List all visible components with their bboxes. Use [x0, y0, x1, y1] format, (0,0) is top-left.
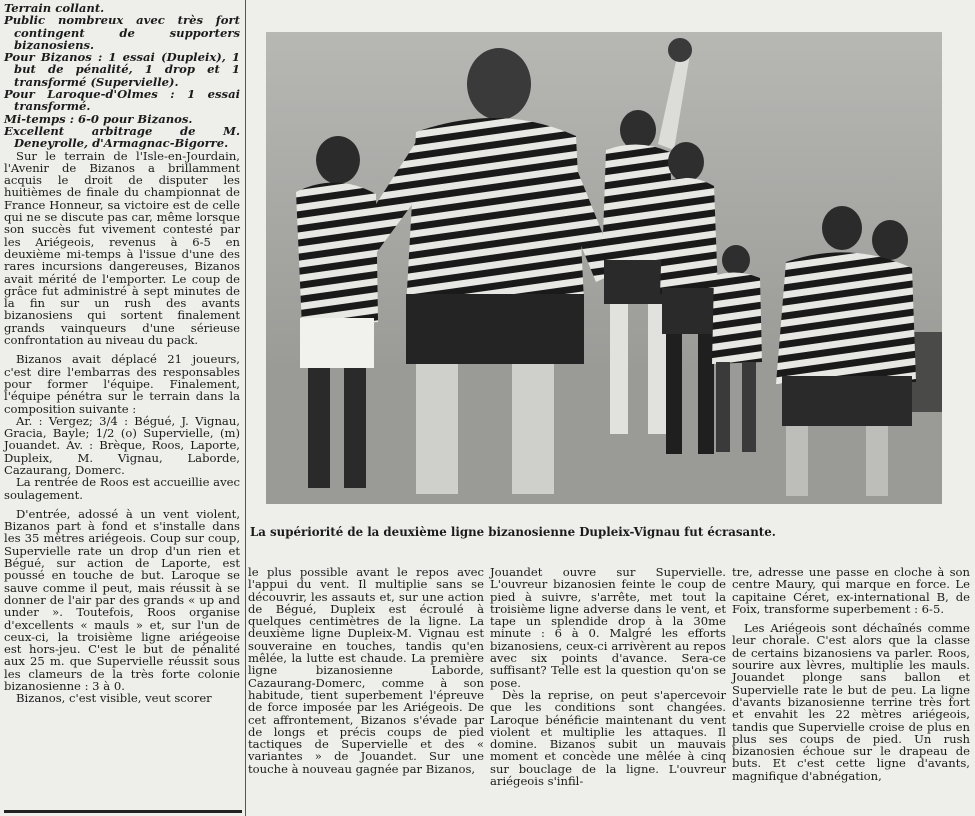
paragraph: Les Ariégeois sont déchaînés comme leur chorale. C'est alors que la classe de certains bizanosiens va parler. Roos, sourire aux lèvres, multiplie les mauls. Jouandet plonge sans ballon et Supervielle rate le but de peu. La ligne d'avants bizanosienne terrine très fort et envahit les 22 mètres ariégeois, tandis que Supervielle croise de plus en plus ses coups de pied. Un rush bizanosien échoue sur le drapeau de buts. Et c'est cette ligne d'avants, magnifique d'abnégation,	[732, 621, 970, 783]
paragraph: le plus possible avant le repos avec l'appui du vent. Il multiplie sans se découvrir, les assauts et, sur une action de Bégué, Dupleix est écroulé à quelques centimètres de la ligne. La deuxième ligne Dupleix-M. Vignau est souveraine en touches, tandis qu'en mêlée, la lutte est chaude. La première ligne bizanosienne Laborde, Cazaurang-Domerc, comme à son habitude, tient superbement l'épreuve de force imposée par les Ariégeois. De cet affrontement, Bizanos s'évade par de longs et précis coups de pied tactiques de Supervielle et des « variantes » de Jouandet. Sur une touche à nouveau gagnée par Bizanos,	[248, 565, 484, 776]
photo-caption: La supériorité de la deuxième ligne bizanosienne Dupleix-Vignau fut écrasante.	[250, 525, 776, 539]
report-column-2	[248, 566, 484, 775]
paragraph: Dès la reprise, on peut s'apercevoir que les conditions sont changées. Laroque bénéficie maintenant du vent violent et multiplie les attaques. Il domine. Bizanos subit un mauvais moment et concède une mêlée à cinq sur bouclage de la ligne. L'ouvreur ariégeois s'infil-	[490, 687, 726, 789]
score-bizanos: Pour Bizanos : 1 essai (Dupleix), 1 but de pénalité, 1 drop et 1 transformé (Supervielle).	[4, 50, 240, 89]
paragraph: Jouandet ouvre sur Supervielle. L'ouvreur bizanosien feinte le coup de pied à suivre, s'arrête, met tout la troisième ligne adverse dans le vent, et tape un splendide drop à la 30me minute : 6 à 0. Malgré les efforts bizanosiens, ceux-ci arrivèrent au repos avec six points d'avance. Sera-ce suffisant? Telle est la question qu'on se pose.	[490, 565, 726, 690]
referee-note: Excellent arbitrage de M. Deneyrolle, d'Armagnac-Bigorre.	[4, 123, 240, 151]
paragraph: Sur le terrain de l'Isle-en-Jourdain, l'Avenir de Bizanos a brillamment acquis le droit de disputer les huitièmes de finale du championnat de France Honneur, sa victoire est de celle qui ne se discute pas car, même lorsque son succès fut vivement contesté par les Ariégeois, revenus à 6-5 en deuxième mi-temps à l'issue d'une des rares incursions dangereuses, Bizanos avait mérité de l'emporter. Le coup de grâce fut administré à sept minutes de la fin sur un rush des avants bizanosiens qui sortent finalement grands vainqueurs d'une sérieuse confrontation au niveau du pack.	[4, 148, 240, 348]
half-time-score: Mi-temps : 6-0 pour Bizanos.	[4, 111, 193, 126]
paragraph: Ar. : Vergez; 3/4 : Bégué, J. Vignau, Gracia, Bayle; 1/2 (o) Supervielle, (m) Jouandet. Av. : Brèque, Roos, Laporte, Dupleix, M. Vignau, Laborde, Cazaurang, Domerc.	[4, 413, 240, 477]
column-divider	[245, 0, 246, 816]
match-public: Public nombreux avec très fort contingent de supporters bizanosiens.	[4, 13, 240, 52]
score-laroque: Pour Laroque-d'Olmes : 1 essai transformé.	[4, 87, 240, 114]
paragraph: tre, adresse une passe en cloche à son centre Maury, qui marque en force. Le capitaine Céret, ex-international B, de Foix, transforme superbement : 6-5.	[732, 565, 970, 616]
report-column-4	[732, 566, 970, 782]
report-column-1	[4, 2, 240, 705]
footer-divider	[4, 810, 242, 813]
report-column-3	[490, 566, 726, 787]
paragraph: D'entrée, adossé à un vent violent, Bizanos part à fond et s'installe dans les 35 mètres ariégeois. Coup sur coup, Supervielle rate un drop d'un rien et Bégué, sur action de Laporte, est poussé en touche de but. Laroque se sauve comme il peut, mais réussit à se donner de l'air par des grands « up and under ». Toutefois, Roos organise d'excellents « mauls » et, sur l'un de ceux-ci, la troisième ligne ariégeoise est hors-jeu. C'est le but de pénalité aux 25 m. que Supervielle réussit sous les clameurs de la très forte colonie bizanosienne : 3 à 0.	[4, 506, 240, 694]
paragraph: La rentrée de Roos est accueillie avec soulagement.	[4, 475, 240, 502]
rugby-lineout-photo	[266, 32, 942, 504]
paragraph: Bizanos, c'est visible, veut scorer	[16, 691, 212, 706]
paragraph: Bizanos avait déplacé 21 joueurs, c'est dire l'embarras des responsables pour former l'équipe. Finalement, l'équipe pénétra sur le terrain dans la composition suivante :	[4, 352, 240, 416]
match-terrain: Terrain collant.	[4, 1, 105, 15]
